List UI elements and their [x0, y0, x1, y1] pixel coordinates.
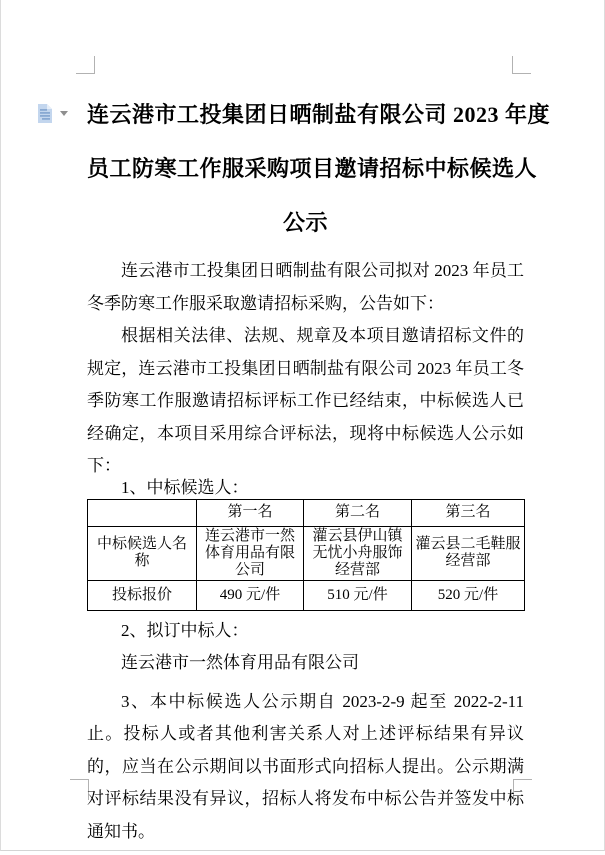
document-title-line-2: 员工防寒工作服采购项目邀请招标中标候选人 [87, 156, 538, 181]
dropdown-arrow-icon [60, 111, 68, 116]
table-row-candidate-names [88, 526, 525, 580]
row-label-bid-price: 投标报价 [88, 580, 197, 610]
table-header-cell-third: 第三名 [412, 499, 525, 526]
crop-mark-top-right [512, 56, 531, 74]
document-title-line-3: 公示 [282, 210, 328, 235]
paragraph-options-control[interactable] [36, 103, 72, 125]
document-icon [36, 103, 54, 124]
table-header-cell-blank [88, 499, 197, 526]
row-label-candidate-name: 中标候选人名称 [88, 526, 197, 580]
document-title [87, 88, 551, 250]
candidate-name-first: 连云港市一然体育用品有限公司 [197, 526, 304, 580]
bid-price-third: 520 元/件 [412, 580, 525, 610]
paragraph-notice: 3、本中标候选人公示期自 2023-2-9 起至 2022-2-11 止。投标人或者其他利害关系人对上述评标结果有异议的，应当在公示期间以书面形式向招标人提出。公示期满对评标结果没有异议，招标人将发布中标公告并签发中标通知书。 [87, 691, 524, 841]
table-header-row [88, 499, 525, 526]
paragraph-basis: 根据相关法律、法规、规章及本项目邀请招标文件的规定，连云港市工投集团日晒制盐有限公司 2023 年员工冬季防寒工作服邀请招标评标工作已经结束，中标候选人已经确定，本项目采用综合评标法，现将中标候选人公示如下： [87, 326, 524, 475]
table-row-bid-prices [88, 580, 525, 610]
bid-price-first: 490 元/件 [197, 580, 304, 610]
candidate-name-third: 灌云县二毛鞋服经营部 [412, 526, 525, 580]
paragraph-intro: 连云港市工投集团日晒制盐有限公司拟对 2023 年员工冬季防寒工作服采取邀请招标采购，公告如下： [87, 261, 524, 313]
crop-mark-top-left [76, 56, 95, 74]
bid-price-second: 510 元/件 [304, 580, 412, 610]
candidate-name-second: 灌云县伊山镇无忧小舟服饰经营部 [304, 526, 412, 580]
item2-winner-name: 连云港市一然体育用品有限公司 [121, 653, 359, 672]
document-title-line-1: 连云港市工投集团日晒制盐有限公司 2023 年度 [87, 102, 551, 127]
item2-heading: 2、拟订中标人： [121, 620, 249, 640]
table-header-cell-first: 第一名 [197, 499, 304, 526]
item1-heading: 1、中标候选人： [121, 477, 249, 497]
table-header-cell-second: 第二名 [304, 499, 412, 526]
candidates-table [87, 499, 525, 611]
document-content [87, 88, 551, 848]
